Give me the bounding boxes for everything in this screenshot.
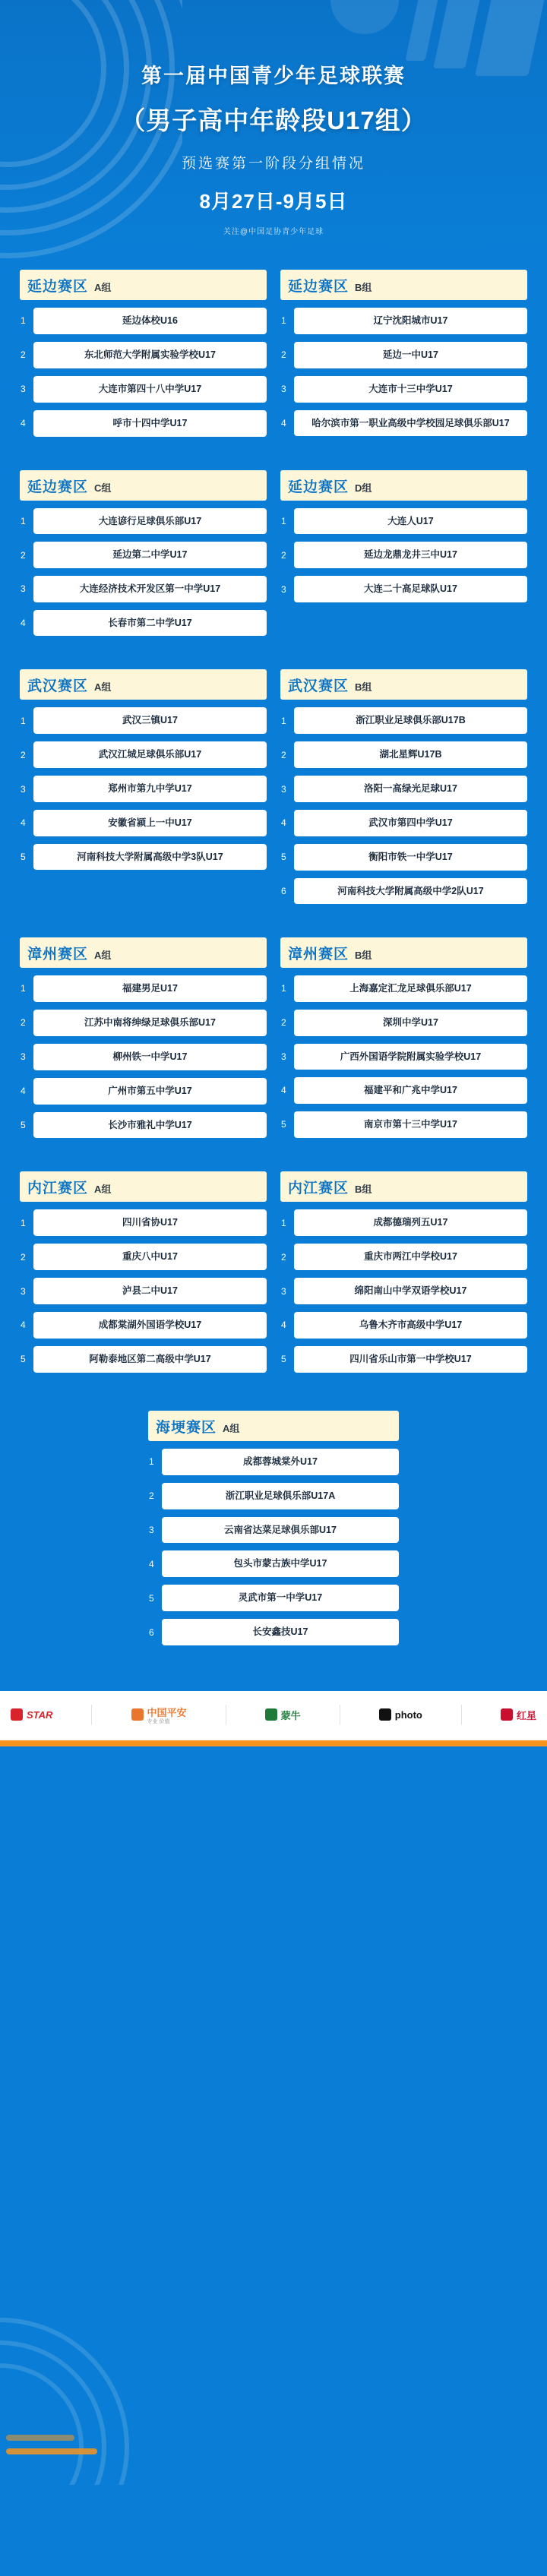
group-header bbox=[20, 270, 267, 300]
list-item bbox=[280, 707, 527, 734]
list-item bbox=[148, 1517, 399, 1544]
team-list bbox=[280, 975, 527, 1138]
group-card bbox=[280, 937, 527, 1146]
section-yanbian-cd bbox=[0, 444, 547, 644]
group-card bbox=[280, 669, 527, 912]
list-item bbox=[280, 878, 527, 904]
team-name: 成都棠湖外国语学校U17 bbox=[33, 1312, 267, 1339]
section-zhangzhou bbox=[0, 912, 547, 1146]
team-name: 广西外国语学院附属实验学校U17 bbox=[294, 1044, 527, 1070]
list-item bbox=[280, 1209, 527, 1236]
list-item bbox=[20, 610, 267, 637]
team-list bbox=[20, 707, 267, 870]
team-index: 1 bbox=[281, 715, 286, 726]
group-card bbox=[20, 669, 267, 877]
team-name: 乌鲁木齐市高级中学U17 bbox=[294, 1312, 527, 1339]
team-list bbox=[280, 707, 527, 904]
team-index: 5 bbox=[21, 852, 26, 862]
team-name: 武汉市第四中学U17 bbox=[294, 810, 527, 836]
list-item bbox=[280, 1044, 527, 1070]
team-name: 延边龙鼎龙井三中U17 bbox=[294, 542, 527, 568]
group-header bbox=[148, 1411, 399, 1441]
team-name: 浙江职业足球俱乐部U17B bbox=[294, 707, 527, 734]
list-item bbox=[20, 810, 267, 836]
team-name: 重庆市两江中学校U17 bbox=[294, 1244, 527, 1270]
team-index: 4 bbox=[21, 1320, 26, 1331]
team-index: 3 bbox=[21, 384, 26, 395]
team-name: 河南科技大学附属高级中学2队U17 bbox=[294, 878, 527, 904]
team-index: 2 bbox=[21, 1017, 26, 1029]
team-index: 5 bbox=[21, 1119, 26, 1130]
section-neijiang bbox=[0, 1146, 547, 1380]
team-name: 云南省达菜足球俱乐部U17 bbox=[162, 1517, 399, 1544]
team-name: 安徽省颍上一中U17 bbox=[33, 810, 267, 836]
team-index: 5 bbox=[21, 1354, 26, 1365]
zone-name: 延边赛区 bbox=[288, 279, 349, 295]
zone-name: 漳州赛区 bbox=[27, 947, 89, 962]
list-item bbox=[20, 741, 267, 768]
team-index: 4 bbox=[281, 1320, 286, 1331]
team-index: 5 bbox=[281, 1119, 286, 1130]
team-name: 延边一中U17 bbox=[294, 342, 527, 368]
list-item bbox=[280, 542, 527, 568]
divider bbox=[461, 1705, 462, 1724]
team-list bbox=[280, 1209, 527, 1372]
sponsor-name: photo bbox=[394, 1708, 422, 1721]
decorative-arcs-bottom-left bbox=[0, 2257, 152, 2485]
team-index: 1 bbox=[21, 315, 26, 327]
group-header bbox=[20, 937, 267, 968]
list-item bbox=[20, 542, 267, 568]
team-index: 3 bbox=[281, 384, 286, 395]
poster-header bbox=[0, 0, 547, 244]
list-item bbox=[280, 342, 527, 368]
group-label: A组 bbox=[94, 950, 112, 961]
team-index: 1 bbox=[281, 1217, 286, 1228]
team-list bbox=[280, 508, 527, 603]
group-label: B组 bbox=[355, 282, 372, 293]
sponsor-name: STAR bbox=[27, 1708, 53, 1721]
redstar-icon bbox=[501, 1708, 513, 1721]
team-index: 1 bbox=[21, 983, 26, 994]
list-item bbox=[20, 1112, 267, 1139]
team-index: 1 bbox=[149, 1456, 154, 1468]
team-name: 大连二十高足球队U17 bbox=[294, 576, 527, 602]
team-name: 大连市第四十八中学U17 bbox=[33, 376, 267, 403]
team-index: 1 bbox=[21, 515, 26, 526]
camera-icon bbox=[379, 1708, 391, 1721]
list-item bbox=[280, 844, 527, 871]
team-list bbox=[20, 508, 267, 637]
group-card bbox=[20, 470, 267, 644]
team-name: 武汉三镇U17 bbox=[33, 707, 267, 734]
list-item bbox=[20, 1278, 267, 1304]
list-item bbox=[280, 776, 527, 802]
team-name: 包头市蒙古族中学U17 bbox=[162, 1550, 399, 1577]
team-index: 6 bbox=[149, 1626, 154, 1638]
list-item bbox=[148, 1585, 399, 1611]
team-name: 大连经济技术开发区第一中学U17 bbox=[33, 576, 267, 602]
group-card bbox=[280, 270, 527, 444]
team-index: 6 bbox=[281, 885, 286, 896]
zone-name: 延边赛区 bbox=[288, 479, 349, 495]
list-item bbox=[20, 376, 267, 403]
team-index: 2 bbox=[281, 749, 286, 760]
mengniu-icon bbox=[265, 1708, 277, 1721]
team-index: 1 bbox=[21, 1217, 26, 1228]
sponsor-name: 蒙牛 bbox=[280, 1709, 301, 1721]
team-name: 四川省乐山市第一中学校U17 bbox=[294, 1346, 527, 1373]
team-name: 长安鑫技U17 bbox=[162, 1619, 399, 1645]
team-name: 重庆八中U17 bbox=[33, 1244, 267, 1270]
list-item bbox=[280, 1244, 527, 1270]
list-item bbox=[20, 342, 267, 368]
team-index: 1 bbox=[281, 515, 286, 526]
team-name: 泸县二中U17 bbox=[33, 1278, 267, 1304]
team-index: 2 bbox=[21, 749, 26, 760]
group-label: C组 bbox=[94, 482, 112, 494]
team-index: 4 bbox=[281, 417, 286, 428]
list-item bbox=[280, 1346, 527, 1373]
list-item bbox=[280, 1077, 527, 1104]
group-header bbox=[280, 669, 527, 700]
group-header bbox=[280, 270, 527, 300]
team-name: 延边第二中学U17 bbox=[33, 542, 267, 568]
team-name: 大连市十三中学U17 bbox=[294, 376, 527, 403]
team-name: 灵武市第一中学U17 bbox=[162, 1585, 399, 1611]
team-index: 4 bbox=[281, 817, 286, 829]
section-wuhan bbox=[0, 643, 547, 912]
team-name: 长春市第二中学U17 bbox=[33, 610, 267, 637]
team-name: 柳州铁一中学U17 bbox=[33, 1044, 267, 1070]
team-name: 成都蓉城棠外U17 bbox=[162, 1449, 399, 1475]
team-index: 5 bbox=[281, 852, 286, 863]
team-name: 大连人U17 bbox=[294, 508, 527, 535]
group-card bbox=[20, 937, 267, 1146]
team-index: 4 bbox=[21, 617, 26, 628]
team-name: 湖北星辉U17B bbox=[294, 741, 527, 768]
team-name: 福建平和广兆中学U17 bbox=[294, 1077, 527, 1104]
team-index: 1 bbox=[281, 315, 286, 327]
subtitle: 预选赛第一阶段分组情况 bbox=[181, 156, 365, 172]
list-item bbox=[280, 1111, 527, 1138]
list-item bbox=[20, 576, 267, 602]
list-item bbox=[20, 410, 267, 437]
list-item bbox=[148, 1619, 399, 1645]
team-index: 4 bbox=[281, 1085, 286, 1096]
team-name: 四川省协U17 bbox=[33, 1209, 267, 1236]
zone-name: 内江赛区 bbox=[288, 1181, 349, 1197]
team-name: 哈尔滨市第一职业高级中学校园足球俱乐部U17 bbox=[294, 410, 527, 436]
team-index: 5 bbox=[281, 1354, 286, 1365]
group-header bbox=[280, 937, 527, 968]
team-name: 广州市第五中学U17 bbox=[33, 1078, 267, 1105]
group-label: B组 bbox=[355, 1184, 372, 1196]
team-index: 2 bbox=[281, 1017, 286, 1029]
list-item bbox=[280, 376, 527, 403]
zone-name: 武汉赛区 bbox=[288, 678, 349, 695]
team-index: 3 bbox=[281, 1285, 286, 1297]
sponsor-logo bbox=[379, 1708, 422, 1721]
group-label: B组 bbox=[355, 950, 372, 961]
list-item bbox=[20, 844, 267, 870]
team-index: 2 bbox=[21, 349, 26, 361]
list-item bbox=[20, 776, 267, 802]
list-item bbox=[20, 707, 267, 734]
team-index: 4 bbox=[21, 418, 26, 429]
sponsor-logo bbox=[11, 1708, 52, 1721]
team-name: 福建男足U17 bbox=[33, 975, 267, 1002]
team-name: 河南科技大学附属高级中学3队U17 bbox=[33, 844, 267, 870]
list-item bbox=[280, 810, 527, 836]
team-name: 延边体校U16 bbox=[33, 308, 267, 334]
list-item bbox=[148, 1550, 399, 1577]
team-index: 4 bbox=[21, 1086, 26, 1097]
list-item bbox=[20, 508, 267, 535]
team-name: 郑州市第九中学U17 bbox=[33, 776, 267, 802]
team-name: 上海嘉定汇龙足球俱乐部U17 bbox=[294, 975, 527, 1002]
list-item bbox=[148, 1449, 399, 1475]
group-card bbox=[20, 1171, 267, 1380]
list-item bbox=[20, 1209, 267, 1236]
group-header bbox=[20, 669, 267, 700]
sponsor-name: 中国平安 bbox=[147, 1707, 187, 1718]
sponsor-bar bbox=[0, 1691, 547, 1740]
list-item bbox=[280, 1312, 527, 1339]
group-header bbox=[20, 1171, 267, 1202]
list-item bbox=[20, 1044, 267, 1070]
team-index: 4 bbox=[21, 817, 26, 829]
sponsor-tagline: 专业 价值 bbox=[147, 1719, 170, 1724]
group-card bbox=[280, 470, 527, 611]
team-index: 3 bbox=[21, 1285, 26, 1297]
team-name: 浙江职业足球俱乐部U17A bbox=[162, 1483, 399, 1509]
event-date: 8月27日-9月5日 bbox=[199, 190, 348, 213]
zone-name: 武汉赛区 bbox=[27, 678, 89, 695]
title-line-1: 第一届中国青少年足球联赛 bbox=[141, 65, 406, 87]
team-name: 呼市十四中学U17 bbox=[33, 410, 267, 437]
team-name: 衡阳市铁一中学U17 bbox=[294, 844, 527, 871]
list-item bbox=[280, 1010, 527, 1036]
team-list bbox=[20, 975, 267, 1138]
list-item bbox=[20, 1078, 267, 1105]
group-header bbox=[280, 470, 527, 501]
follow-note: 关注@中国足协青少年足球 bbox=[223, 228, 324, 236]
sponsor-logo bbox=[265, 1708, 301, 1722]
team-index: 4 bbox=[149, 1558, 154, 1569]
team-index: 2 bbox=[281, 1251, 286, 1263]
sponsor-logo bbox=[131, 1705, 187, 1725]
list-item bbox=[280, 508, 527, 535]
section-yanbian-ab bbox=[0, 244, 547, 444]
sponsor-logo bbox=[501, 1708, 536, 1722]
team-name: 南京市第十三中学U17 bbox=[294, 1111, 527, 1138]
team-name: 大连谚行足球俱乐部U17 bbox=[33, 508, 267, 535]
list-item bbox=[20, 1312, 267, 1339]
team-name: 绵阳南山中学双语学校U17 bbox=[294, 1278, 527, 1304]
list-item bbox=[280, 576, 527, 602]
group-label: B组 bbox=[355, 681, 372, 694]
team-name: 成都德瑞列五U17 bbox=[294, 1209, 527, 1236]
team-name: 东北师范大学附属实验学校U17 bbox=[33, 342, 267, 368]
zone-name: 内江赛区 bbox=[27, 1181, 89, 1197]
list-item bbox=[280, 741, 527, 768]
zone-name: 延边赛区 bbox=[27, 279, 89, 295]
team-list bbox=[148, 1449, 399, 1645]
list-item bbox=[20, 975, 267, 1002]
team-index: 3 bbox=[21, 783, 26, 795]
pingan-icon bbox=[131, 1708, 144, 1721]
group-label: A组 bbox=[94, 282, 112, 293]
team-name: 阿勒泰地区第二高级中学U17 bbox=[33, 1346, 267, 1373]
team-list bbox=[20, 308, 267, 437]
list-item bbox=[20, 1346, 267, 1373]
team-index: 3 bbox=[281, 1051, 286, 1062]
section-haigeng bbox=[0, 1380, 547, 1645]
group-header bbox=[20, 470, 267, 501]
team-index: 2 bbox=[281, 549, 286, 561]
bottom-accent-strip bbox=[0, 1740, 547, 1746]
team-index: 3 bbox=[21, 1051, 26, 1063]
group-header bbox=[280, 1171, 527, 1202]
group-card bbox=[280, 1171, 527, 1380]
sponsor-name: 红星 bbox=[516, 1709, 536, 1721]
team-list bbox=[20, 1209, 267, 1372]
zone-name: 海埂赛区 bbox=[156, 1419, 217, 1436]
group-card bbox=[20, 270, 267, 444]
team-name: 长沙市雅礼中学U17 bbox=[33, 1112, 267, 1139]
team-index: 2 bbox=[281, 349, 286, 361]
team-index: 3 bbox=[281, 783, 286, 795]
group-label: A组 bbox=[223, 1422, 240, 1434]
group-label: D组 bbox=[355, 482, 372, 494]
team-index: 3 bbox=[21, 583, 26, 595]
team-index: 1 bbox=[281, 983, 286, 994]
team-index: 2 bbox=[21, 549, 26, 561]
team-list bbox=[280, 308, 527, 436]
zone-name: 漳州赛区 bbox=[288, 947, 349, 962]
team-name: 辽宁沈阳城市U17 bbox=[294, 308, 527, 334]
group-card bbox=[148, 1411, 399, 1645]
group-label: A组 bbox=[94, 681, 112, 694]
team-index: 3 bbox=[281, 583, 286, 595]
list-item bbox=[280, 410, 527, 436]
list-item bbox=[280, 308, 527, 334]
list-item bbox=[20, 1010, 267, 1036]
team-name: 洛阳一高绿光足球U17 bbox=[294, 776, 527, 802]
list-item bbox=[20, 1244, 267, 1270]
list-item bbox=[280, 1278, 527, 1304]
team-index: 5 bbox=[149, 1592, 154, 1604]
team-name: 深圳中学U17 bbox=[294, 1010, 527, 1036]
title-line-2: （男子高中年龄段U17组） bbox=[120, 106, 427, 134]
group-label: A组 bbox=[94, 1184, 112, 1196]
list-item bbox=[20, 308, 267, 334]
team-name: 武汉江城足球俱乐部U17 bbox=[33, 741, 267, 768]
team-name: 江苏中南将绅绿足球俱乐部U17 bbox=[33, 1010, 267, 1036]
team-index: 1 bbox=[21, 715, 26, 726]
list-item bbox=[280, 975, 527, 1002]
zone-name: 延边赛区 bbox=[27, 479, 89, 495]
team-index: 2 bbox=[149, 1490, 154, 1502]
list-item bbox=[148, 1483, 399, 1509]
divider bbox=[91, 1705, 92, 1724]
team-index: 2 bbox=[21, 1251, 26, 1263]
star-icon bbox=[11, 1708, 23, 1721]
team-index: 3 bbox=[149, 1524, 154, 1535]
